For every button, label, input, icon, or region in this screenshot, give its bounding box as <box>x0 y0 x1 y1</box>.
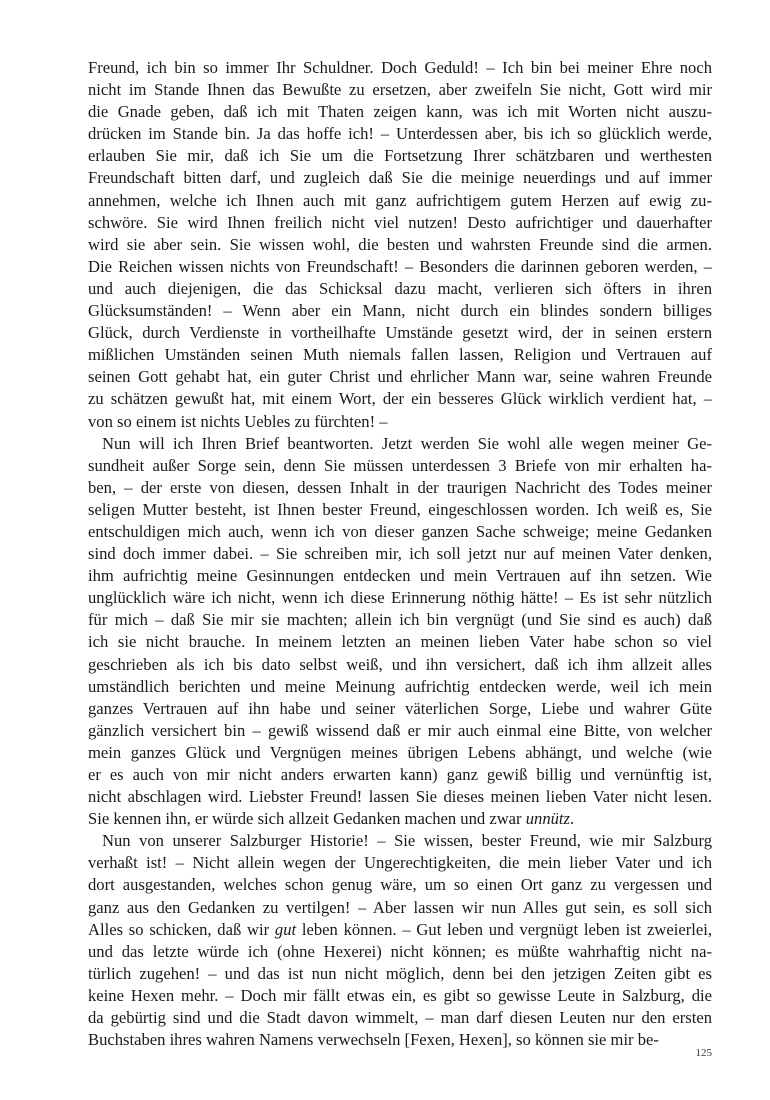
text-segment: . <box>570 809 575 829</box>
text-segment: Alles so schicken, daß wir <box>88 919 275 939</box>
text-line <box>88 609 712 631</box>
text-line <box>88 499 712 521</box>
page-number: 125 <box>695 1047 712 1059</box>
text-line <box>88 852 712 874</box>
text-line <box>88 565 712 587</box>
emphasis-text: unnütz <box>525 809 570 829</box>
text-line <box>88 300 712 322</box>
text-line <box>88 145 712 167</box>
text-line <box>88 278 712 300</box>
text-line <box>88 366 712 388</box>
text-segment: Die Reichen wissen nichts von Freundschaft! – Besonders die darinnen geboren werden, – <box>88 256 712 276</box>
text-segment: sind doch immer dabei. – Sie schreiben mir, ich soll jetzt nur auf meinen Vater denken, <box>88 544 712 564</box>
text-segment: Buchstaben ihres wahren Namens verwechseln [Fexen, Hexen], so können sie mir be- <box>88 1030 659 1050</box>
text-line <box>88 830 712 852</box>
text-line <box>88 720 712 742</box>
text-segment: er es auch von mir nicht anders erwarten kann) ganz gewiß billig und vernünftig ist, <box>88 765 712 784</box>
text-segment: unglücklich wäre ich nicht, wenn ich diese Erinnerung nöthig hätte! – Es ist sehr nützlich <box>88 588 712 608</box>
text-line <box>88 167 712 189</box>
document-body <box>88 57 712 1051</box>
text-segment: leben können. – Gut leben und vergnügt leben ist zweierlei, <box>296 919 712 939</box>
text-line <box>88 234 712 256</box>
text-segment: Glück, durch Verdienste in vortheilhafte Umstände gesetzt wird, der in seinen erstern <box>88 323 712 343</box>
text-segment: sundheit außer Sorge sein, denn Sie müssen unterdessen 3 Briefe von mir erhalten ha- <box>88 455 712 475</box>
text-segment: Freundschaft bitten darf, und zugleich daß Sie die meinige neuerdings und auf immer <box>88 168 712 188</box>
text-line <box>88 897 712 919</box>
text-line <box>88 764 712 786</box>
text-line <box>88 742 712 764</box>
text-line <box>88 1007 712 1029</box>
text-segment: zu schätzen gewußt hat, mit einem Wort, der ein besseres Glück wirklich verdient hat, – <box>88 389 712 409</box>
text-segment: und das letzte würde ich (ohne Hexerei) nicht können; es müßte wahrhaftig nicht na- <box>88 941 712 961</box>
emphasis-text: gut <box>274 919 297 939</box>
text-line <box>88 212 712 234</box>
text-segment: nicht abschlagen wird. Liebster Freund! lassen Sie dieses meinen lieben Vater nicht lesen. <box>88 787 712 807</box>
text-segment: Nun will ich Ihren Brief beantworten. Jetzt werden Sie wohl alle wegen meiner Ge- <box>102 433 712 453</box>
paragraph <box>88 830 712 1051</box>
text-line <box>88 963 712 985</box>
text-line <box>88 477 712 499</box>
text-segment: gänzlich versichert bin – gewiß wissend daß er mir auch einmal eine Bitte, von welcher <box>88 720 712 740</box>
text-segment: entschuldigen mich auch, wenn ich von dieser ganzen Sache schweige; meine Gedanken <box>88 521 712 541</box>
text-line <box>88 919 712 941</box>
text-line <box>88 676 712 698</box>
text-segment: ben, – der erste von diesen, dessen Inhalt in der traurigen Nachricht des Todes meiner <box>88 477 712 497</box>
text-line <box>88 1029 712 1051</box>
text-segment: seligen Mutter besteht, ist Ihnen bester Freund, eingeschlossen worden. Ich weiß es, Sie <box>88 499 712 519</box>
text-line <box>88 433 712 455</box>
text-segment: mißlichen Umständen seinen Muth niemals fallen lassen, Religion und Vertrauen auf <box>88 345 712 365</box>
text-segment: für mich – daß Sie mir sie machten; allein ich bin vergnügt (und Sie sind es auch) daß <box>88 610 712 630</box>
text-line <box>88 57 712 79</box>
text-segment: umständlich berichten und meine Meinung aufrichtig entdecken werde, weil ich mein <box>88 676 712 696</box>
text-segment: seinen Gott gehabt hat, ein guter Christ und ehrlicher Mann war, seine wahren Freunde <box>88 367 712 387</box>
text-segment: Glücksumständen! – Wenn aber ein Mann, nicht durch ein blindes sondern billiges <box>88 301 712 321</box>
text-line <box>88 985 712 1007</box>
paragraph <box>88 433 712 831</box>
text-line <box>88 521 712 543</box>
text-segment: geschrieben als ich bis dato selbst weiß, und ihn versichert, daß ich ihm allzeit alles <box>88 654 712 674</box>
text-line <box>88 411 712 433</box>
text-line <box>88 455 712 477</box>
text-segment: die Gnade geben, daß ich mit Thaten zeigen kann, was ich mit Worten nicht auszu- <box>88 102 712 122</box>
text-segment: wird sie aber sein. Sie wissen wohl, die besten und wahrsten Freunde sind die armen. <box>88 234 712 254</box>
text-segment: türlich zugehen! – und das ist nun nicht möglich, denn bei den jetzigen Zeiten gibt es <box>88 963 712 983</box>
text-line <box>88 808 712 830</box>
text-segment: Nun von unserer Salzburger Historie! – Sie wissen, bester Freund, wie mir Salzburg <box>102 831 712 851</box>
text-line <box>88 941 712 963</box>
text-segment: nicht im Stande Ihnen das Bewußte zu ersetzen, aber zweifeln Sie nicht, Gott wird mir <box>88 80 712 100</box>
text-segment: drücken im Stande bin. Ja das hoffe ich! – Unterdessen aber, bis ich so glücklich werde, <box>88 124 712 144</box>
text-line <box>88 654 712 676</box>
text-segment: ihm aufrichtig meine Gesinnungen entdecken und mein Vertrauen auf ihn setzen. Wie <box>88 566 712 586</box>
text-segment: dort ausgestanden, welches schon genug wäre, um so einen Ort ganz zu vergessen und <box>88 875 712 895</box>
text-line <box>88 631 712 653</box>
text-line <box>88 101 712 123</box>
text-line <box>88 123 712 145</box>
text-line <box>88 874 712 896</box>
text-line <box>88 786 712 808</box>
paragraph <box>88 57 712 433</box>
text-line <box>88 344 712 366</box>
text-segment: keine Hexen mehr. – Doch mir fällt etwas ein, es gibt so gewisse Leute in Salzburg, die <box>88 985 712 1005</box>
text-line <box>88 256 712 278</box>
text-segment: annehmen, welche ich Ihnen auch mit ganz aufrichtigem gutem Herzen auf ewig zu- <box>88 190 712 210</box>
text-line <box>88 587 712 609</box>
text-segment: mein ganzes Glück und Vergnügen meines übrigen Lebens abhängt, und welche (wie <box>88 742 712 762</box>
text-line <box>88 388 712 410</box>
text-segment: ich sie nicht brauche. In meinem letzten an meinen lieben Vater habe schon so viel <box>88 632 712 652</box>
text-segment: verhaßt ist! – Nicht allein wegen der Ungerechtigkeiten, die mein lieber Vater und ich <box>88 853 712 873</box>
text-line <box>88 543 712 565</box>
text-segment: Sie kennen ihn, er würde sich allzeit Gedanken machen und zwar <box>88 809 526 829</box>
text-segment: da gebürtig sind und die Stadt davon wimmelt, – man darf diesen Leuten nur den ersten <box>88 1008 712 1028</box>
text-segment: Freund, ich bin so immer Ihr Schuldner. Doch Geduld! – Ich bin bei meiner Ehre noch <box>88 58 712 77</box>
text-segment: schwöre. Sie wird Ihnen freilich nicht viel nutzen! Desto aufrichtiger und dauerhafter <box>88 212 712 232</box>
text-line <box>88 698 712 720</box>
text-segment: und auch diejenigen, die das Schicksal dazu macht, verlieren sich öfters in ihren <box>88 278 712 298</box>
text-segment: erlauben Sie mir, daß ich Sie um die Fortsetzung Ihrer schätzbaren und werthesten <box>88 146 712 166</box>
text-line <box>88 322 712 344</box>
text-segment: von so einem ist nichts Uebles zu fürchten! – <box>88 411 388 431</box>
text-segment: ganz aus den Gedanken zu vertilgen! – Aber lassen wir nun Alles gut sein, es soll sich <box>88 897 712 917</box>
text-line <box>88 190 712 212</box>
text-segment: ganzes Vertrauen auf ihn habe und seiner väterlichen Sorge, Liebe und wahrer Güte <box>88 698 712 718</box>
text-line <box>88 79 712 101</box>
